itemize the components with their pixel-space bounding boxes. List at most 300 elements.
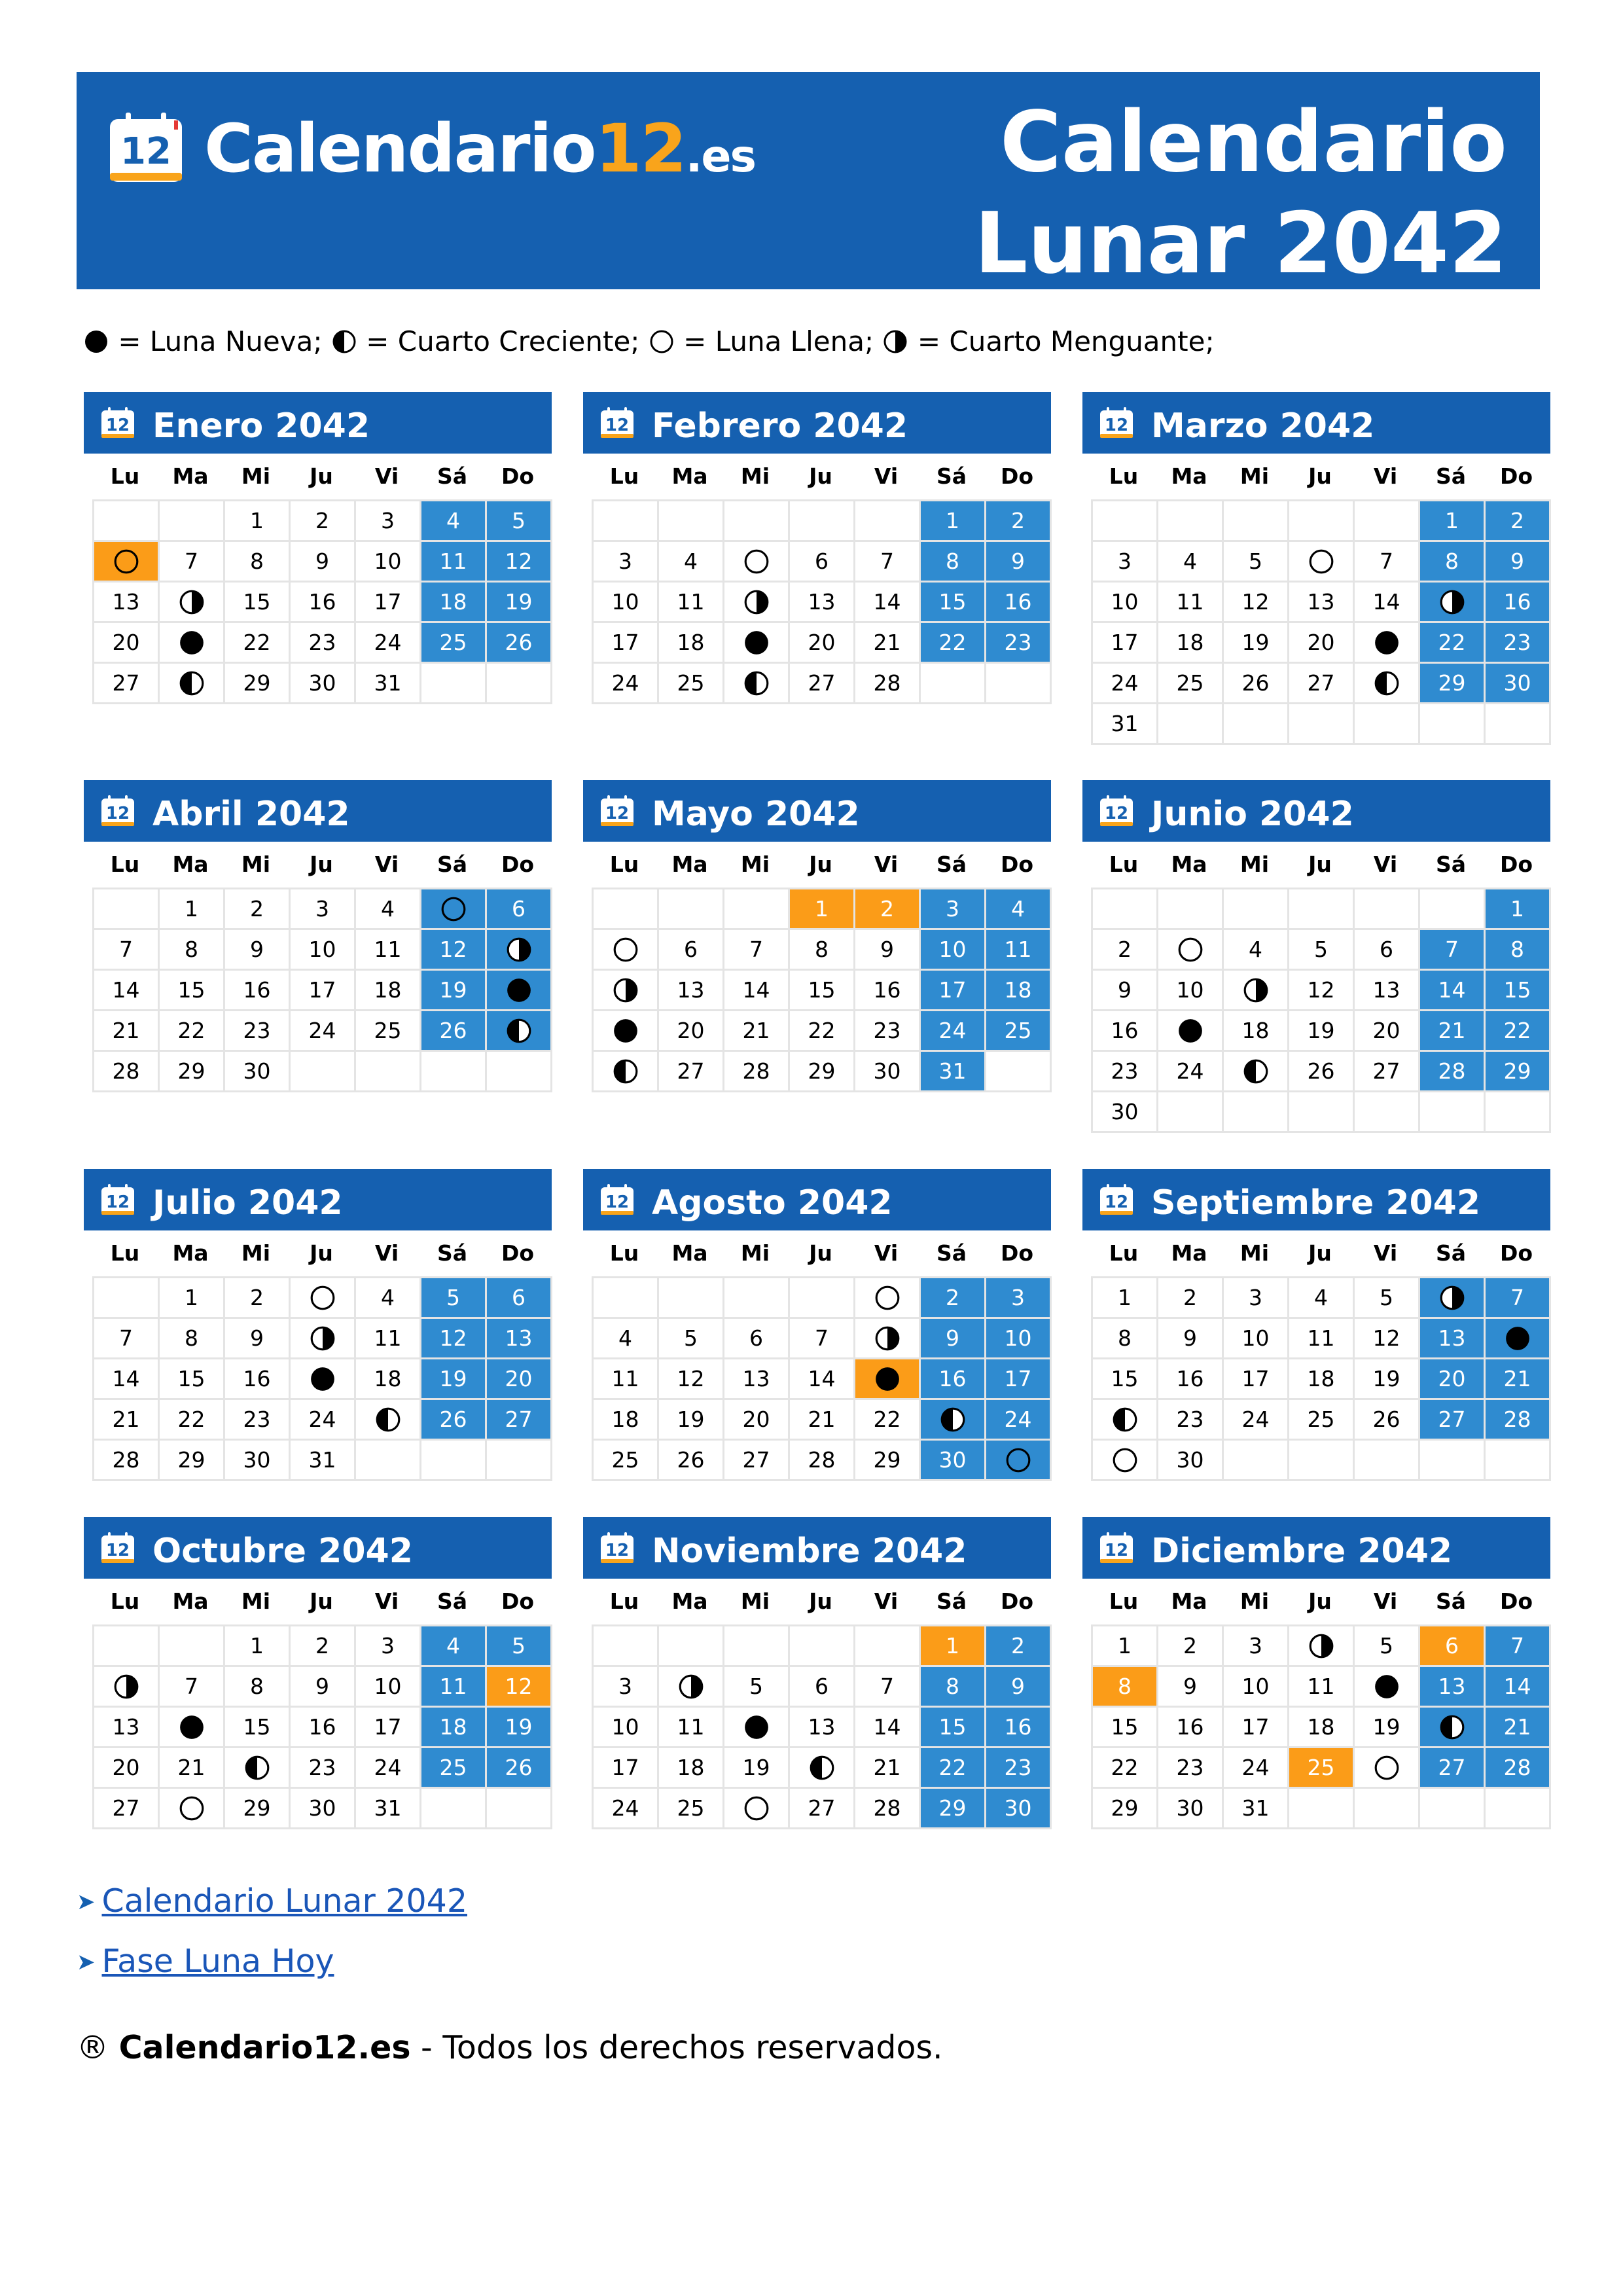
day-cell [94, 583, 160, 623]
day-cell [1355, 623, 1420, 664]
weekday-label: Sá [1435, 1240, 1467, 1266]
day-number: 16 [243, 977, 271, 1003]
legend-new-moon: = Luna Nueva; [118, 325, 323, 357]
day-number: 14 [873, 1714, 901, 1740]
day-number: 5 [1380, 1285, 1393, 1310]
day-number: 11 [677, 1714, 705, 1740]
day-cell [594, 1319, 659, 1359]
days-grid [1091, 1276, 1551, 1481]
weekday-label: Vi [374, 1588, 399, 1614]
day-number: 8 [185, 1325, 198, 1351]
empty-cell [724, 501, 790, 542]
empty-cell [790, 1278, 855, 1319]
weekday-label: Sá [1435, 1588, 1467, 1614]
day-cell [790, 1789, 855, 1829]
day-number: 11 [439, 548, 467, 574]
weekday-label: Sá [437, 852, 468, 877]
empty-cell [1355, 1789, 1420, 1829]
empty-cell [94, 1626, 160, 1667]
days-grid [592, 888, 1052, 1092]
day-number: 31 [374, 1795, 402, 1821]
day-number: 29 [177, 1447, 205, 1473]
day-number: 15 [1111, 1714, 1139, 1740]
day-number: 21 [1438, 1018, 1466, 1043]
month-header [583, 780, 1051, 842]
day-cell [291, 1748, 356, 1789]
empty-cell [94, 501, 160, 542]
weekday-label: Ju [809, 1588, 832, 1614]
days-grid [92, 1624, 552, 1829]
day-cell [1486, 583, 1551, 623]
day-cell [1093, 1441, 1158, 1481]
site-logo[interactable] [106, 110, 756, 188]
day-number: 16 [1503, 589, 1531, 615]
day-cell [1158, 1748, 1224, 1789]
day-number: 13 [742, 1366, 770, 1391]
month-calendar [583, 392, 1051, 704]
calendar-icon-number: 12 [605, 1541, 630, 1560]
day-number: 7 [185, 1674, 198, 1699]
day-number: 2 [1118, 937, 1132, 962]
weekday-label: Lu [1109, 463, 1139, 489]
day-cell [1420, 1359, 1486, 1400]
day-number: 6 [815, 548, 829, 574]
day-number: 22 [243, 630, 271, 655]
month-calendar [583, 1169, 1051, 1481]
empty-cell [790, 501, 855, 542]
day-number: 31 [1111, 711, 1139, 736]
day-number: 26 [505, 630, 533, 655]
day-number: 2 [315, 1633, 329, 1659]
day-cell [724, 930, 790, 971]
new-moon-icon [178, 629, 205, 656]
day-cell [1486, 889, 1551, 930]
calendar-icon [1098, 1532, 1135, 1564]
copyright-symbol: ® [77, 2029, 109, 2066]
day-number: 5 [512, 1633, 526, 1659]
day-number: 28 [1503, 1755, 1531, 1780]
day-cell [1093, 1359, 1158, 1400]
weekday-label: Ju [809, 852, 832, 877]
day-cell [1486, 1748, 1551, 1789]
day-number: 14 [873, 589, 901, 615]
day-cell [1093, 1319, 1158, 1359]
day-number: 18 [1241, 1018, 1270, 1043]
day-number: 19 [1307, 1018, 1335, 1043]
day-cell [659, 971, 724, 1011]
day-number: 4 [1183, 548, 1197, 574]
day-number: 29 [808, 1058, 836, 1084]
month-calendar [84, 780, 552, 1092]
day-cell [1093, 1708, 1158, 1748]
day-number: 30 [308, 1795, 336, 1821]
day-cell [594, 1667, 659, 1708]
day-number: 5 [684, 1325, 698, 1351]
day-cell [790, 623, 855, 664]
empty-cell [1486, 704, 1551, 745]
weekday-label: Do [1000, 1240, 1034, 1266]
weekday-label: Do [1499, 852, 1533, 877]
day-cell [1486, 1011, 1551, 1052]
day-cell [790, 1400, 855, 1441]
day-cell [1093, 1092, 1158, 1133]
day-cell [160, 971, 225, 1011]
day-number: 15 [1111, 1366, 1139, 1391]
day-cell [1289, 1278, 1355, 1319]
month-title: Septiembre 2042 [1151, 1183, 1481, 1223]
weekday-label: Lu [110, 1588, 140, 1614]
month-header [84, 780, 552, 842]
day-cell [1486, 623, 1551, 664]
day-number: 29 [873, 1447, 901, 1473]
day-number: 11 [1176, 589, 1204, 615]
month-title: Mayo 2042 [652, 795, 860, 834]
day-number: 21 [177, 1755, 205, 1780]
day-cell [921, 1400, 986, 1441]
day-cell [1093, 1748, 1158, 1789]
day-cell [356, 1626, 421, 1667]
day-number: 4 [381, 896, 395, 922]
day-cell [487, 1400, 552, 1441]
day-number: 17 [611, 1755, 639, 1780]
day-cell [160, 1441, 225, 1481]
weekday-label: Ma [671, 852, 708, 877]
day-cell [1158, 1441, 1224, 1481]
day-number: 23 [1111, 1058, 1139, 1084]
calendar-icon [599, 1532, 635, 1564]
day-number: 23 [1004, 630, 1032, 655]
day-number: 26 [1241, 670, 1270, 696]
days-grid [592, 1624, 1052, 1829]
empty-cell [421, 1052, 487, 1092]
day-number: 11 [1307, 1325, 1335, 1351]
day-cell [1420, 623, 1486, 664]
day-number: 10 [938, 937, 967, 962]
day-number: 10 [1241, 1674, 1270, 1699]
day-cell [1420, 1748, 1486, 1789]
day-cell [94, 1319, 160, 1359]
day-number: 18 [1307, 1366, 1335, 1391]
first-moon-icon [1111, 1406, 1139, 1433]
day-number: 24 [374, 630, 402, 655]
day-number: 27 [808, 670, 836, 696]
weekday-label: Do [1000, 463, 1034, 489]
day-number: 31 [374, 670, 402, 696]
day-cell [855, 542, 921, 583]
day-cell [1158, 1626, 1224, 1667]
last-moon-icon [309, 1325, 336, 1352]
new-moon-icon [743, 1713, 770, 1741]
day-number: 13 [808, 589, 836, 615]
day-cell [659, 1789, 724, 1829]
day-cell [659, 1011, 724, 1052]
day-cell [921, 971, 986, 1011]
day-cell [1224, 1319, 1289, 1359]
day-number: 22 [1503, 1018, 1531, 1043]
last-moon-icon [743, 588, 770, 616]
day-number: 27 [1438, 1755, 1466, 1780]
day-number: 2 [315, 508, 329, 533]
day-number: 25 [677, 1795, 705, 1821]
empty-cell [1420, 1092, 1486, 1133]
day-number: 7 [1510, 1633, 1524, 1659]
weekday-label: Mi [740, 463, 770, 489]
day-number: 17 [1241, 1714, 1270, 1740]
weekday-label: Sá [1435, 852, 1467, 877]
day-number: 21 [1503, 1714, 1531, 1740]
day-cell [594, 1748, 659, 1789]
day-cell [921, 889, 986, 930]
day-number: 16 [873, 977, 901, 1003]
day-number: 17 [308, 977, 336, 1003]
empty-cell [1486, 1441, 1551, 1481]
day-number: 30 [243, 1447, 271, 1473]
full-moon-icon [1308, 548, 1335, 575]
day-cell [160, 889, 225, 930]
weekday-label: Vi [374, 852, 399, 877]
day-cell [1289, 930, 1355, 971]
weekday-label: Sá [1435, 463, 1467, 489]
day-cell [659, 1359, 724, 1400]
link-calendario-lunar[interactable]: Calendario Lunar 2042 [101, 1882, 467, 1920]
day-number: 1 [185, 1285, 198, 1310]
day-cell [1355, 971, 1420, 1011]
day-number: 6 [684, 937, 698, 962]
day-cell [160, 542, 225, 583]
first-moon-icon [1438, 1713, 1466, 1741]
day-number: 16 [1004, 1714, 1032, 1740]
month-calendar [1082, 1169, 1550, 1481]
legend-first-quarter: = Cuarto Creciente; [366, 325, 640, 357]
day-cell [659, 1708, 724, 1748]
weekday-label: Do [1000, 852, 1034, 877]
day-number: 25 [611, 1447, 639, 1473]
link-row-fase [77, 1943, 334, 1980]
day-cell [594, 664, 659, 704]
day-cell [160, 1359, 225, 1400]
day-number: 25 [1176, 670, 1204, 696]
weekday-label: Do [501, 1588, 535, 1614]
day-cell [790, 1667, 855, 1708]
day-number: 22 [177, 1407, 205, 1432]
day-number: 29 [177, 1058, 205, 1084]
full-moon-icon [1373, 1754, 1400, 1782]
weekday-label: Ma [1171, 852, 1207, 877]
day-number: 20 [112, 630, 140, 655]
day-cell [986, 971, 1052, 1011]
day-cell [225, 971, 291, 1011]
day-cell [1158, 1319, 1224, 1359]
weekday-label: Vi [874, 1240, 899, 1266]
day-cell [487, 501, 552, 542]
day-number: 15 [177, 1366, 205, 1391]
day-number: 18 [439, 1714, 467, 1740]
day-cell [160, 1400, 225, 1441]
day-number: 23 [1176, 1407, 1204, 1432]
month-title: Abril 2042 [152, 795, 350, 834]
day-cell [1486, 542, 1551, 583]
day-number: 27 [1438, 1407, 1466, 1432]
day-number: 25 [439, 630, 467, 655]
day-number: 1 [815, 896, 829, 922]
day-cell [1289, 1359, 1355, 1400]
day-cell [356, 1789, 421, 1829]
arrow-icon: ➤ [77, 1949, 96, 1975]
day-number: 2 [880, 896, 894, 922]
day-number: 12 [505, 548, 533, 574]
day-cell [1420, 1626, 1486, 1667]
day-number: 21 [873, 630, 901, 655]
arrow-icon: ➤ [77, 1889, 96, 1915]
day-number: 7 [185, 548, 198, 574]
day-number: 30 [1176, 1447, 1204, 1473]
empty-cell [594, 1626, 659, 1667]
last-moon-icon [1308, 1632, 1335, 1660]
day-cell [94, 623, 160, 664]
day-number: 4 [446, 508, 460, 533]
weekday-row [92, 454, 552, 499]
day-cell [855, 623, 921, 664]
logo-domain: .es [685, 131, 756, 183]
day-number: 31 [938, 1058, 967, 1084]
day-cell [291, 1011, 356, 1052]
day-cell [986, 623, 1052, 664]
day-number: 18 [1004, 977, 1032, 1003]
day-cell [921, 930, 986, 971]
empty-cell [1289, 501, 1355, 542]
day-cell [356, 1400, 421, 1441]
empty-cell [659, 501, 724, 542]
calendar-icon [1098, 1183, 1135, 1216]
day-cell [659, 1319, 724, 1359]
day-number: 28 [112, 1447, 140, 1473]
empty-cell [1420, 1789, 1486, 1829]
day-cell [855, 583, 921, 623]
day-cell [1093, 623, 1158, 664]
day-cell [1355, 1667, 1420, 1708]
logo-icon-number: 12 [120, 130, 171, 173]
empty-cell [594, 1278, 659, 1319]
day-cell [1355, 1052, 1420, 1092]
day-cell [855, 971, 921, 1011]
day-cell [356, 1359, 421, 1400]
day-number: 27 [112, 1795, 140, 1821]
day-cell [855, 1789, 921, 1829]
day-number: 5 [1314, 937, 1328, 962]
day-number: 8 [185, 937, 198, 962]
day-cell [1289, 1319, 1355, 1359]
day-cell [790, 1441, 855, 1481]
day-number: 20 [742, 1407, 770, 1432]
day-cell [291, 664, 356, 704]
weekday-label: Do [1499, 1588, 1533, 1614]
day-cell [1093, 1667, 1158, 1708]
empty-cell [790, 1626, 855, 1667]
link-fase-luna-hoy[interactable]: Fase Luna Hoy [101, 1943, 334, 1980]
day-cell [291, 971, 356, 1011]
full-moon-icon [874, 1284, 901, 1312]
day-number: 8 [1118, 1325, 1132, 1351]
day-number: 21 [112, 1018, 140, 1043]
day-cell [225, 1708, 291, 1748]
weekday-label: Ju [1308, 1588, 1332, 1614]
day-cell [1224, 930, 1289, 971]
day-number: 16 [308, 1714, 336, 1740]
empty-cell [659, 1626, 724, 1667]
day-number: 1 [250, 508, 264, 533]
day-cell [1420, 1319, 1486, 1359]
day-cell [1289, 1748, 1355, 1789]
day-cell [356, 623, 421, 664]
day-cell [421, 971, 487, 1011]
day-number: 8 [946, 1674, 959, 1699]
day-number: 4 [1249, 937, 1262, 962]
weekday-label: Mi [241, 852, 271, 877]
empty-cell [1420, 704, 1486, 745]
day-number: 20 [808, 630, 836, 655]
legend-last-quarter: = Cuarto Menguante; [917, 325, 1215, 357]
day-cell [356, 1011, 421, 1052]
empty-cell [594, 889, 659, 930]
weekday-label: Mi [241, 1588, 271, 1614]
day-number: 17 [1111, 630, 1139, 655]
day-cell [790, 889, 855, 930]
day-cell [487, 889, 552, 930]
day-cell [94, 1708, 160, 1748]
month-calendar [1082, 1517, 1550, 1829]
empty-cell [986, 1052, 1052, 1092]
day-number: 7 [119, 937, 133, 962]
day-cell [790, 1052, 855, 1092]
day-cell [487, 1667, 552, 1708]
day-cell [594, 1011, 659, 1052]
day-number: 10 [374, 1674, 402, 1699]
day-cell [160, 623, 225, 664]
day-cell [94, 930, 160, 971]
day-cell [1224, 1359, 1289, 1400]
day-cell [94, 1400, 160, 1441]
day-number: 21 [873, 1755, 901, 1780]
day-cell [487, 1278, 552, 1319]
day-number: 10 [611, 1714, 639, 1740]
day-cell [356, 1667, 421, 1708]
month-header [84, 1169, 552, 1230]
empty-cell [1289, 889, 1355, 930]
full-moon-icon [612, 936, 639, 963]
day-cell [1093, 1052, 1158, 1092]
day-number: 7 [1510, 1285, 1524, 1310]
weekday-row [92, 1579, 552, 1624]
day-number: 2 [250, 1285, 264, 1310]
month-header [84, 392, 552, 454]
day-number: 19 [1372, 1714, 1400, 1740]
first-moon-icon [243, 1754, 271, 1782]
weekday-label: Do [1499, 1240, 1533, 1266]
day-cell [594, 971, 659, 1011]
day-cell [790, 1011, 855, 1052]
day-number: 14 [112, 977, 140, 1003]
full-moon-icon [743, 1795, 770, 1822]
day-cell [160, 1789, 225, 1829]
day-cell [1093, 930, 1158, 971]
day-cell [659, 1748, 724, 1789]
empty-cell [1224, 704, 1289, 745]
full-moon-icon [743, 548, 770, 575]
day-number: 13 [808, 1714, 836, 1740]
day-number: 9 [1510, 548, 1524, 574]
day-number: 20 [1307, 630, 1335, 655]
calendar-icon [99, 1183, 136, 1216]
